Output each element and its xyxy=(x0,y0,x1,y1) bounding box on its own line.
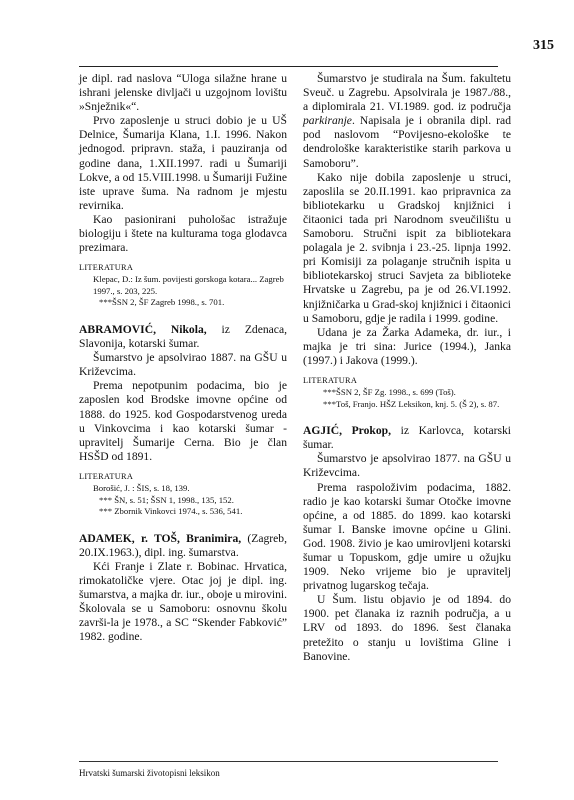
body-paragraph: U Šum. listu objavio je od 1894. do 1900. pet članaka iz raznih područja, a u LRV od 1893. do 1896. šest članaka pretežito o stanju u lovištima Gline i Banovine. xyxy=(303,593,511,663)
body-paragraph xyxy=(303,72,511,171)
literature-reference: ***Toš, Franjo. HŠZ Leksikon, knj. 5. (Š 2), s. 87. xyxy=(323,398,500,409)
literature-reference: *** ŠN, s. 51; ŠSN 1, 1998., 135, 152. xyxy=(99,494,234,505)
body-paragraph: je dipl. rad naslova “Uloga silažne hrane u ishrani jelenske divljači u uzgojnom lovištu »Snježnik«“. xyxy=(79,72,287,114)
entry-description: (Zagreb, 20.IX.1963.), dipl. ing. šumarstva. xyxy=(79,531,287,559)
literature-label: LITERATURA xyxy=(303,375,358,385)
right-column xyxy=(303,72,511,664)
entry-heading xyxy=(79,323,287,351)
literature-reference: ***ŠSN 2, ŠF Zg. 1998., s. 699 (Toš). xyxy=(323,386,456,397)
footer-rule xyxy=(79,761,498,762)
text-run: Šumarstvo je studirala na Šum. fakultetu Sveuč. u Zagrebu. Apsolvirala je 1987./88., a diplomirala 21. VI.1989. god. iz područja xyxy=(303,72,511,114)
entry-description: iz Karlovca, kotarski šumar. xyxy=(303,424,511,452)
entry-adamek xyxy=(79,532,287,645)
header-rule xyxy=(79,66,498,67)
entry-name: ADAMEK, r. TOŠ, Branimira, xyxy=(79,531,242,545)
entry-abramovic xyxy=(79,323,287,518)
entry-agjic xyxy=(303,424,511,664)
literature-reference: *** Zbornik Vinkovci 1974., s. 536, 541. xyxy=(99,506,243,517)
body-paragraph: Prvo zaposlenje u struci dobio je u UŠ Delnice, Šumarija Klana, 1.I. 1996. Nakon jednogod. pripravn. staža, i pauziranja od godine dana, 1.XII.1997. radi u Šumariji Lokve, a od 15.VIII.1998. u Šumariji Fužine iste uprave šuma. Na radnom je mjestu revirnika. xyxy=(79,114,287,212)
entry-description: iz Zdenaca, Slavonija, kotarski šumar. xyxy=(79,323,287,351)
left-column xyxy=(79,72,287,644)
body-paragraph: Kao pasionirani puhološac istražuje biologiju i štete na kulturama toga glodavca prezimara. xyxy=(79,212,287,255)
body-paragraph: Šumarstvo je apsolvirao 1877. na GŠU u Križevcima. xyxy=(303,452,511,480)
body-paragraph: Prema nepotpunim podacima, bio je zaposlen kod Brodske imovne općine od 1888. do 1925. kod Gospodarstvenog ureda u Vinkovcima i kao kotarski šumar - upravitelj Šumarije Cerna. Bio je član HSŠD od 1891. xyxy=(79,379,287,463)
literature-label: LITERATURA xyxy=(79,263,134,273)
text-run: . Napisala je i obranila dipl. rad pod naslovom “Povijesno-ekološke te dendrološke karakteristike starih parkova u Samoboru”. xyxy=(303,114,511,170)
body-paragraph: Prema raspoloživim podacima, 1882. radio je kao kotarski šumar Otočke imovne općine, a od 1885. do 1899. kao kotarski šumar I. Banske imovne općine u Glini. God. 1908. živio je kao umirovljeni kotarski šumar u Topuskom, gdje umire u ožujku 1909. Neko vrijeme bio je upravitelj privatnog lugarskog tečaja. xyxy=(303,480,511,593)
body-paragraph: Kako nije dobila zaposlenje u struci, zaposlila se 20.II.1991. kao pripravnica za bibliotekarku u Gradskoj knjižnici i čitaonici tada pri Narodnom sveučilištu u Samoboru. Stručni ispit za bibliotekara polagala je 2. svibnja i 23.-25. lipnja 1992. pri Komisiji za polaganje stručnih ispita u bibliotekarskoj struci Savjeta za biblioteke Hrvatske u Zagrebu, pa je od 26.VI.1992. knjižničarka u Grad-skoj knjižnici i čitaonici u Samoboru, gdje je radila i 1999. godine. xyxy=(303,170,511,325)
italic-term: parkiranje xyxy=(303,114,352,128)
body-paragraph: Kći Franje i Zlate r. Bobinac. Hrvatica, rimokatoličke vjere. Otac joj je dipl. ing. šumarstva, a majka dr. iur., oboje u mirovini. Školovala se u Samoboru: osnovnu školu završi-la je 1978., a SC “Skender Fabković” 1982. godine. xyxy=(79,559,288,644)
body-paragraph: Šumarstvo je apsolvirao 1887. na GŠU u Križevcima. xyxy=(79,351,287,379)
entry-heading xyxy=(303,424,511,452)
page-footer: Hrvatski šumarski životopisni leksikon xyxy=(79,768,220,778)
entry-name: AGJIĆ, Prokop, xyxy=(303,424,392,438)
entry-name: ABRAMOVIĆ, Nikola, xyxy=(79,323,207,336)
body-paragraph: Udana je za Žarka Adameka, dr. iur., i majka je tri sina: Jurice (1994.), Janka (1997.) i Jakova (1999.). xyxy=(303,325,511,367)
literature-reference: ***ŠSN 2, ŠF Zagreb 1998., s. 701. xyxy=(99,297,225,308)
literature-label: LITERATURA xyxy=(79,471,134,481)
literature-reference: Borošić, J. : ŠIS, s. 18, 139. xyxy=(93,482,190,493)
literature-reference: Klepac, D.: Iz šum. povijesti gorskoga kotara... Zagreb 1997., s. 203, 225. xyxy=(93,274,284,296)
entry-heading xyxy=(79,532,287,560)
page-number: 315 xyxy=(533,38,554,53)
